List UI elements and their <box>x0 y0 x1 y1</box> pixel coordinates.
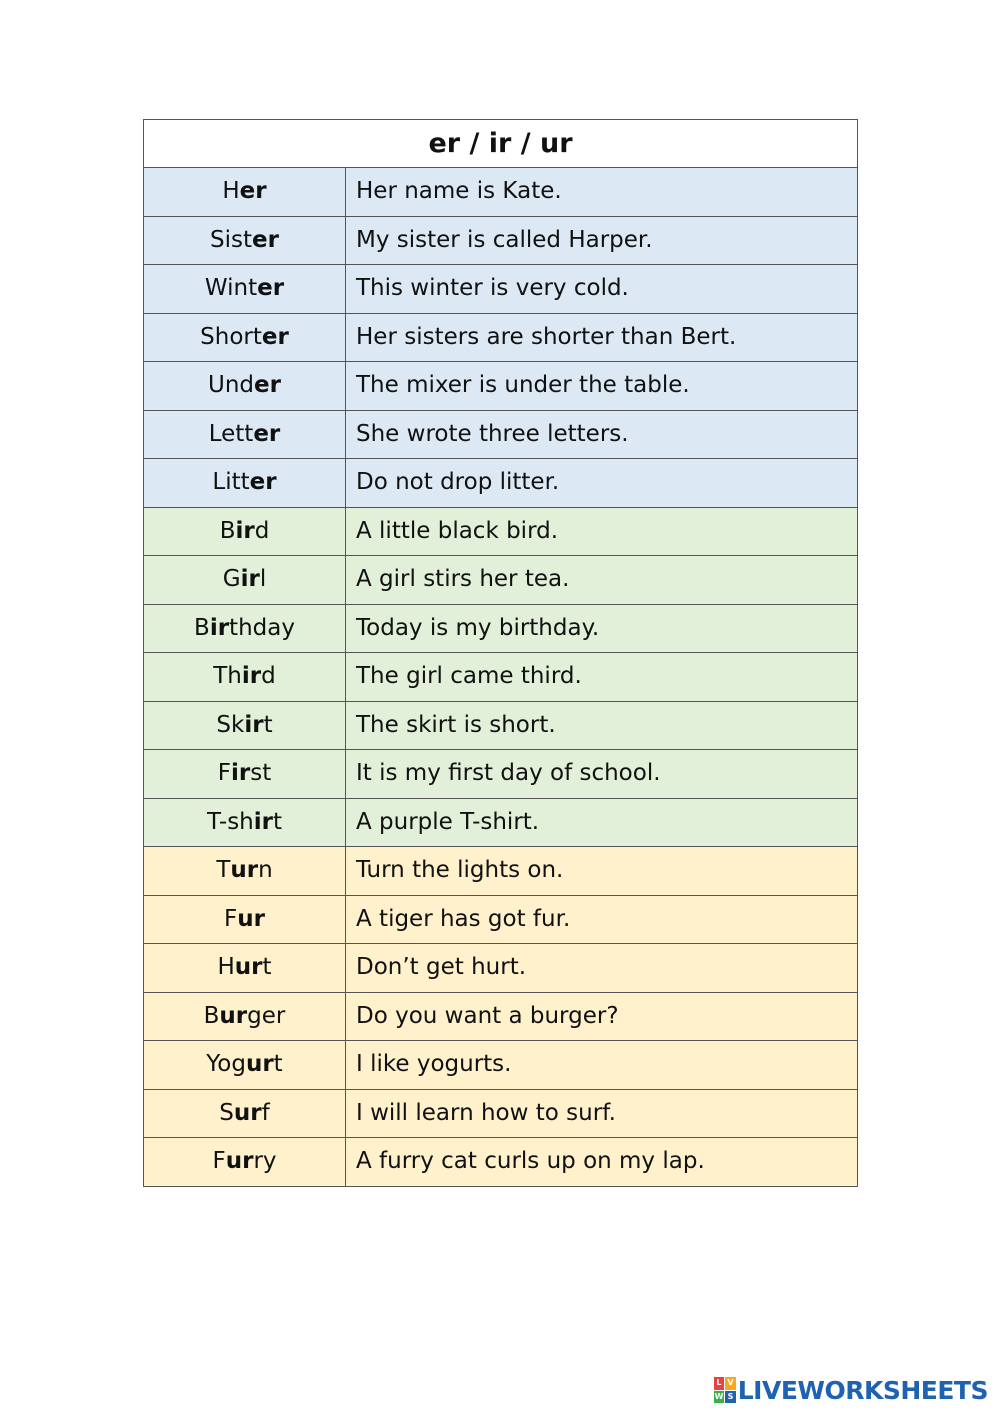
word-cell <box>144 556 346 605</box>
word-suffix: st <box>250 760 272 787</box>
table-row <box>144 507 858 556</box>
word-pattern: ur <box>225 1148 254 1175</box>
word-cell <box>144 216 346 265</box>
table-row <box>144 1089 858 1138</box>
sentence-cell: The skirt is short. <box>346 701 858 750</box>
sentence-cell: A purple T-shirt. <box>346 798 858 847</box>
table-row <box>144 362 858 411</box>
sentence-cell: A furry cat curls up on my lap. <box>346 1138 858 1187</box>
word-suffix: t <box>273 808 283 835</box>
sentence-cell: Today is my birthday. <box>346 604 858 653</box>
word-prefix: B <box>219 517 236 544</box>
word-prefix: F <box>224 905 238 932</box>
word-suffix: d <box>261 663 276 690</box>
table-title: er / ir / ur <box>144 120 858 168</box>
word-cell <box>144 944 346 993</box>
word-prefix: T-sh <box>206 808 254 835</box>
sentence-cell: It is my first day of school. <box>346 750 858 799</box>
word-suffix: d <box>254 517 270 544</box>
table-header-row <box>144 120 858 168</box>
sentence-cell: She wrote three letters. <box>346 410 858 459</box>
word-suffix: n <box>258 857 273 884</box>
word-prefix: Sist <box>210 226 253 253</box>
word-pattern: ir <box>235 517 255 544</box>
word-pattern: er <box>252 226 279 253</box>
word-prefix: G <box>222 566 241 593</box>
table-row <box>144 168 858 217</box>
word-cell <box>144 992 346 1041</box>
word-pattern: er <box>261 323 289 350</box>
table-row <box>144 556 858 605</box>
table-row <box>144 701 858 750</box>
sentence-cell: Her sisters are shorter than Bert. <box>346 313 858 362</box>
word-pattern: ir <box>253 808 273 835</box>
word-pattern: ir <box>230 760 251 787</box>
word-pattern: ir <box>241 663 262 690</box>
word-pattern: er <box>239 178 267 205</box>
word-prefix: F <box>217 760 231 787</box>
word-suffix: f <box>261 1099 270 1126</box>
word-cell <box>144 798 346 847</box>
table-row <box>144 798 858 847</box>
word-cell <box>144 847 346 896</box>
word-suffix: l <box>259 566 267 593</box>
word-cell <box>144 362 346 411</box>
word-pattern: er <box>254 372 281 399</box>
word-prefix: Yog <box>206 1051 246 1078</box>
sentence-cell: Turn the lights on. <box>346 847 858 896</box>
word-pattern: ur <box>230 857 259 884</box>
word-pattern: er <box>253 420 281 447</box>
word-cell <box>144 604 346 653</box>
logo-mark-tile: L <box>714 1377 725 1390</box>
sentence-cell: Her name is Kate. <box>346 168 858 217</box>
table-row <box>144 653 858 702</box>
word-prefix: T <box>216 857 231 884</box>
word-prefix: Litt <box>212 469 250 496</box>
word-prefix: B <box>203 1002 220 1029</box>
word-suffix: thday <box>229 614 295 641</box>
word-cell <box>144 507 346 556</box>
liveworksheets-logo <box>714 1374 988 1406</box>
word-suffix: t <box>273 1051 283 1078</box>
sentence-cell: A little black bird. <box>346 507 858 556</box>
word-pattern: er <box>249 469 277 496</box>
word-suffix: ger <box>247 1002 286 1029</box>
logo-mark-tile: W <box>714 1391 725 1404</box>
word-cell <box>144 410 346 459</box>
word-prefix: Sk <box>216 711 245 738</box>
table-row <box>144 750 858 799</box>
table-row <box>144 459 858 508</box>
word-cell <box>144 1041 346 1090</box>
word-suffix: ry <box>253 1148 277 1175</box>
sentence-cell: A tiger has got fur. <box>346 895 858 944</box>
word-cell <box>144 1138 346 1187</box>
logo-text: LIVEWORKSHEETS <box>737 1375 988 1405</box>
table-row <box>144 410 858 459</box>
table-row <box>144 992 858 1041</box>
word-pattern: ur <box>245 1051 274 1078</box>
sentence-cell: My sister is called Harper. <box>346 216 858 265</box>
word-cell <box>144 313 346 362</box>
sentence-cell: Don’t get hurt. <box>346 944 858 993</box>
word-pattern: ur <box>233 1099 262 1126</box>
table-row <box>144 604 858 653</box>
table-row <box>144 895 858 944</box>
table-row <box>144 216 858 265</box>
word-cell <box>144 895 346 944</box>
word-cell <box>144 701 346 750</box>
word-prefix: Th <box>213 663 242 690</box>
table-row <box>144 313 858 362</box>
word-pattern: ur <box>237 905 265 932</box>
table-row <box>144 1041 858 1090</box>
table-row <box>144 1138 858 1187</box>
word-prefix: Short <box>200 323 262 350</box>
word-cell <box>144 168 346 217</box>
word-prefix: B <box>194 614 210 641</box>
table-body <box>144 168 858 1187</box>
word-prefix: S <box>219 1099 234 1126</box>
word-suffix: t <box>263 711 273 738</box>
table-row <box>144 847 858 896</box>
phonics-table <box>143 119 858 1187</box>
sentence-cell: The mixer is under the table. <box>346 362 858 411</box>
sentence-cell: I will learn how to surf. <box>346 1089 858 1138</box>
word-cell <box>144 653 346 702</box>
word-suffix: t <box>262 954 272 981</box>
word-prefix: H <box>222 178 240 205</box>
word-pattern: ir <box>209 614 230 641</box>
word-pattern: ir <box>244 711 264 738</box>
sentence-cell: Do not drop litter. <box>346 459 858 508</box>
word-prefix: Lett <box>208 420 254 447</box>
logo-mark-icon <box>714 1377 736 1403</box>
word-cell <box>144 750 346 799</box>
table-row <box>144 265 858 314</box>
word-pattern: ur <box>234 954 263 981</box>
word-prefix: F <box>212 1148 226 1175</box>
table-row <box>144 944 858 993</box>
sentence-cell: Do you want a burger? <box>346 992 858 1041</box>
logo-mark-tile: S <box>725 1391 736 1404</box>
logo-mark-tile: V <box>725 1377 736 1390</box>
word-pattern: ir <box>240 566 260 593</box>
word-cell <box>144 265 346 314</box>
word-cell <box>144 459 346 508</box>
sentence-cell: A girl stirs her tea. <box>346 556 858 605</box>
sentence-cell: I like yogurts. <box>346 1041 858 1090</box>
sentence-cell: This winter is very cold. <box>346 265 858 314</box>
word-pattern: er <box>257 275 285 302</box>
word-cell <box>144 1089 346 1138</box>
word-pattern: ur <box>219 1002 248 1029</box>
word-prefix: H <box>217 954 235 981</box>
word-prefix: Und <box>208 372 255 399</box>
word-prefix: Wint <box>204 275 258 302</box>
sentence-cell: The girl came third. <box>346 653 858 702</box>
